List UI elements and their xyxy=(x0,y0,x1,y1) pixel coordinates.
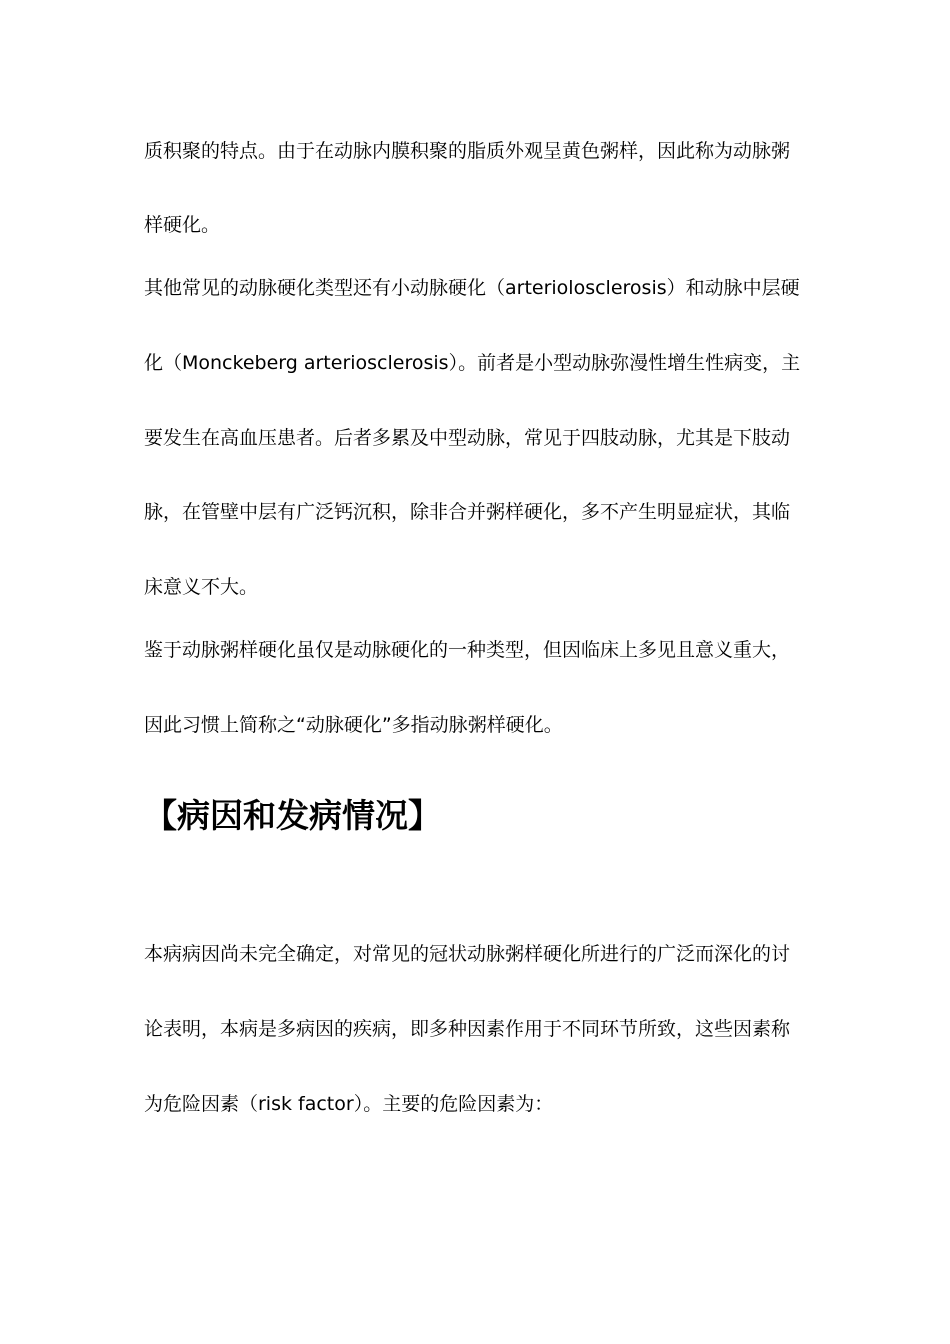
paragraph-line: 样硬化。 xyxy=(144,214,221,236)
paragraph-line: 其他常见的动脉硬化类型还有小动脉硬化（arteriolosclerosis）和动脉中层硬 xyxy=(144,277,800,299)
paragraph-line: 论表明，本病是多病因的疾病，即多种因素作用于不同环节所致，这些因素称 xyxy=(144,1018,791,1040)
paragraph-line: 床意义不大。 xyxy=(144,576,259,598)
paragraph-line: 本病病因尚未完全确定，对常见的冠状动脉粥样硬化所进行的广泛而深化的讨 xyxy=(144,943,791,965)
paragraph-line: 质积聚的特点。由于在动脉内膜积聚的脂质外观呈黄色粥样，因此称为动脉粥 xyxy=(144,140,791,162)
paragraph-line: 为危险因素（risk factor）。主要的危险因素为： xyxy=(144,1093,554,1115)
section-heading: 【病因和发病情况】 xyxy=(144,796,441,835)
paragraph-line: 化（Monckeberg arteriosclerosis）。前者是小型动脉弥漫性增生性病变，主 xyxy=(144,352,801,374)
paragraph-line: 因此习惯上简称之“动脉硬化”多指动脉粥样硬化。 xyxy=(144,714,563,736)
paragraph-line: 脉，在管壁中层有广泛钙沉积，除非合并粥样硬化，多不产生明显症状，其临 xyxy=(144,501,791,523)
paragraph-line: 鉴于动脉粥样硬化虽仅是动脉硬化的一种类型，但因临床上多见且意义重大， xyxy=(144,639,791,661)
paragraph-line: 要发生在高血压患者。后者多累及中型动脉，常见于四肢动脉，尤其是下肢动 xyxy=(144,427,791,449)
